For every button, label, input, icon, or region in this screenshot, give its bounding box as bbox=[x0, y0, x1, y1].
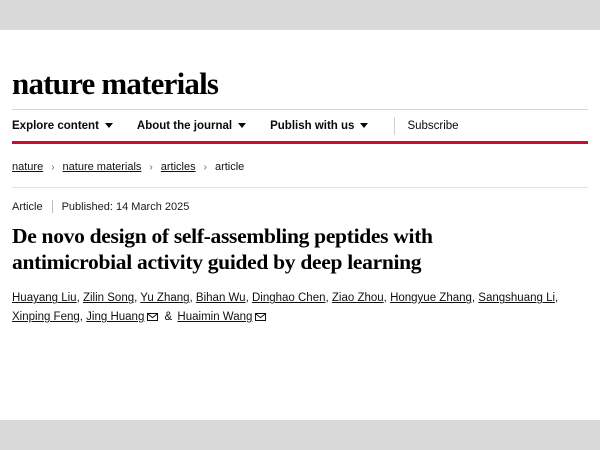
author-link[interactable]: Huaimin Wang bbox=[177, 311, 253, 324]
chevron-down-icon bbox=[360, 123, 368, 128]
author-link[interactable]: Xinping Feng bbox=[12, 311, 80, 324]
breadcrumb-item-article: article bbox=[214, 161, 245, 173]
breadcrumb-item-articles[interactable]: articles bbox=[160, 161, 196, 173]
breadcrumb-separator-icon: › bbox=[203, 161, 207, 173]
article-type: Article bbox=[12, 200, 43, 213]
masthead bbox=[12, 30, 588, 109]
author-link[interactable]: Jing Huang bbox=[86, 311, 145, 324]
author-link[interactable]: Hongyue Zhang bbox=[390, 292, 472, 305]
author-link[interactable]: Ziao Zhou bbox=[331, 292, 384, 305]
article-title-line2: antimicrobial activity guided by deep learning bbox=[12, 250, 422, 275]
article-meta bbox=[12, 188, 588, 223]
chevron-down-icon bbox=[238, 123, 246, 128]
author-link[interactable]: Huayang Liu bbox=[12, 292, 77, 305]
author-link[interactable]: Bihan Wu bbox=[195, 292, 246, 305]
nav-item-subscribe[interactable]: Subscribe bbox=[407, 119, 459, 132]
page-title bbox=[12, 223, 588, 289]
chevron-down-icon bbox=[105, 123, 113, 128]
page-inner bbox=[0, 30, 600, 328]
breadcrumb-separator-icon: › bbox=[51, 161, 55, 173]
article-title-line1: De novo design of self-assembling peptides with bbox=[12, 224, 433, 248]
author-link[interactable]: Yu Zhang bbox=[140, 292, 190, 305]
envelope-icon[interactable] bbox=[255, 309, 266, 328]
nav-item-publish-with-us[interactable] bbox=[270, 120, 382, 132]
nav-item-explore-content[interactable] bbox=[12, 120, 127, 132]
nav-item-about-the-journal[interactable] bbox=[137, 120, 260, 132]
breadcrumb-item-nature[interactable]: nature bbox=[12, 161, 44, 173]
author-link[interactable]: Dinghao Chen bbox=[251, 292, 326, 305]
meta-divider bbox=[52, 200, 53, 213]
nav-item-label: Explore content bbox=[12, 119, 99, 132]
breadcrumb bbox=[12, 144, 588, 187]
author-link[interactable]: Zilin Song bbox=[82, 292, 135, 305]
main-navigation bbox=[12, 109, 588, 144]
breadcrumb-item-nature-materials[interactable]: nature materials bbox=[62, 161, 142, 173]
author-list: Huayang Liu, Zilin Song, Yu Zhang, Bihan Wu, Dinghao Chen, Ziao Zhou, Hongyue Zhang, Sangshuang Li, Xinping Feng, Jing Huang & Huaimin Wang bbox=[12, 289, 588, 328]
nav-item-label: About the journal bbox=[136, 119, 233, 132]
published-date: Published: 14 March 2025 bbox=[61, 200, 190, 213]
article-page bbox=[0, 30, 600, 420]
breadcrumb-separator-icon: › bbox=[149, 161, 153, 173]
author-link[interactable]: Sangshuang Li bbox=[478, 292, 556, 305]
nav-divider bbox=[394, 117, 395, 135]
envelope-icon[interactable] bbox=[147, 309, 158, 328]
nav-item-label: Publish with us bbox=[270, 119, 355, 132]
journal-logo[interactable]: nature materials bbox=[12, 66, 219, 101]
